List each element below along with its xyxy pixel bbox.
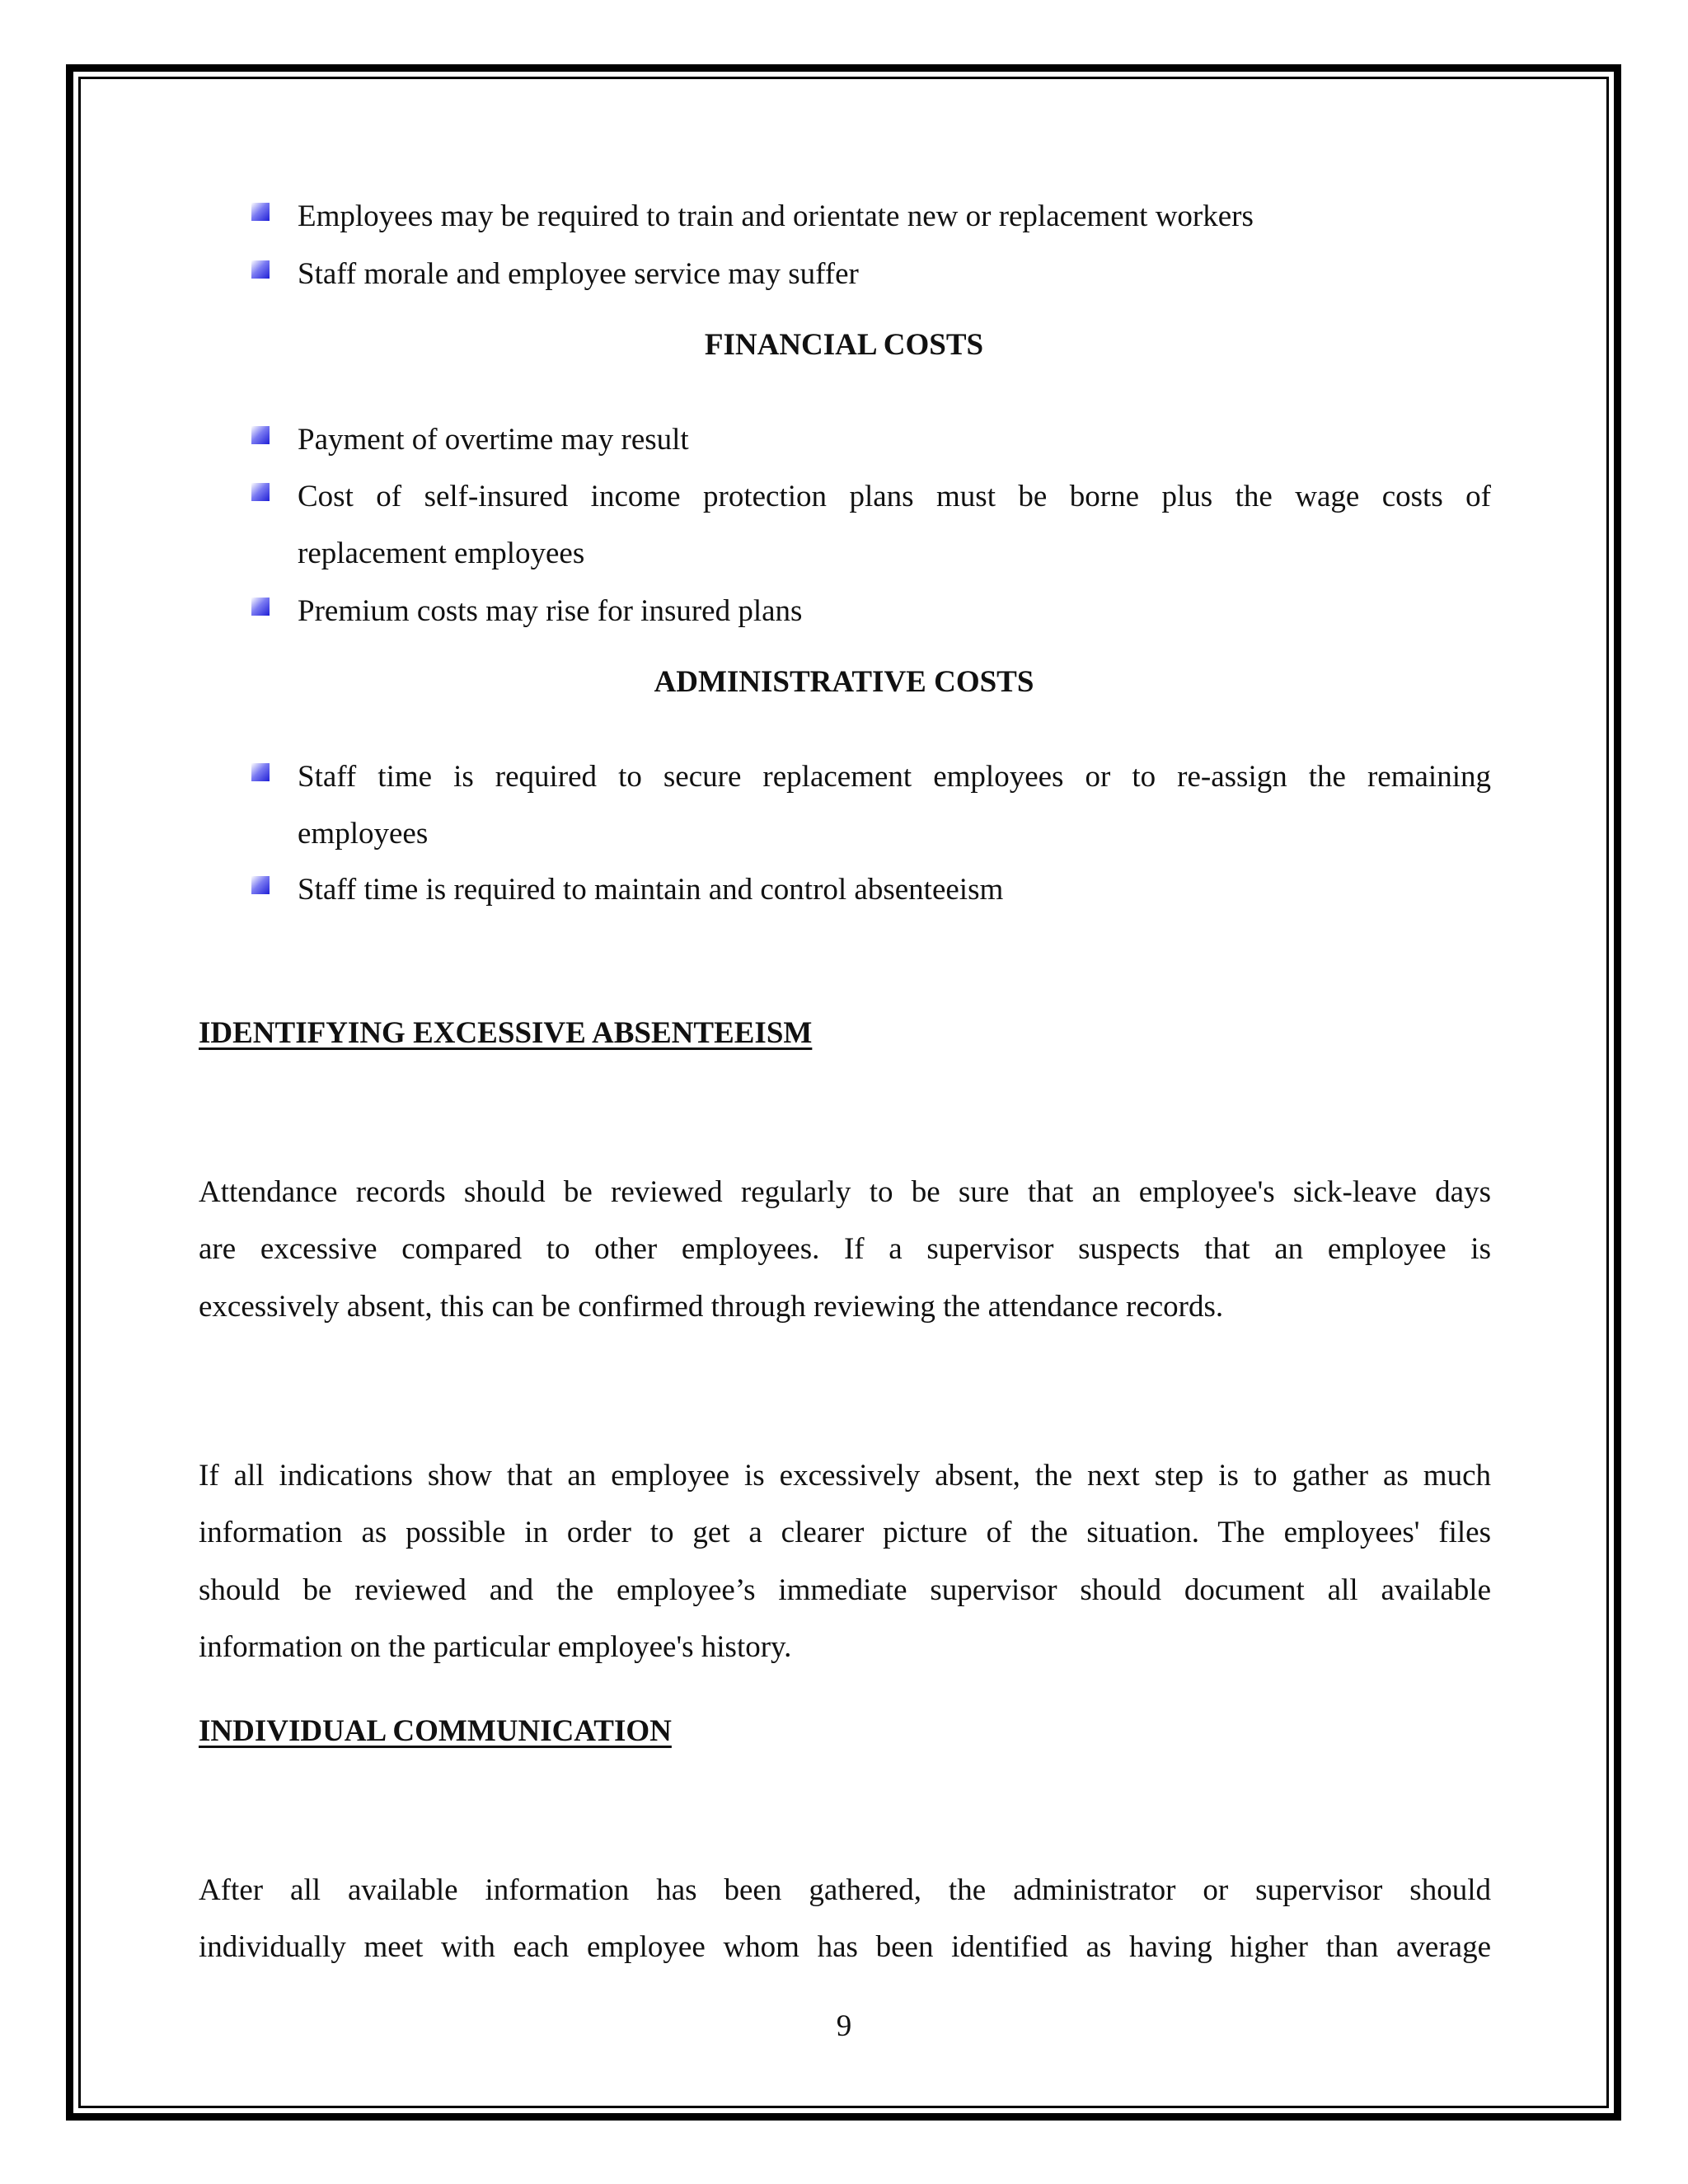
bullet-icon [251, 203, 270, 221]
bullet-text: Payment of overtime may result [298, 423, 689, 457]
paragraph-line: information on the particular employee's history. [199, 1630, 792, 1664]
paragraph-line: After all available information has been gathered, the administrator or supervisor should [199, 1873, 1491, 1907]
bullet-text: Employees may be required to train and orientate new or replacement workers [298, 199, 1254, 233]
identifying-heading: IDENTIFYING EXCESSIVE ABSENTEEISM [199, 1016, 813, 1050]
paragraph-line: Attendance records should be reviewed regularly to be sure that an employee's sick-leave days [199, 1175, 1491, 1209]
paragraph-line: information as possible in order to get a clearer picture of the situation. The employees' files [199, 1516, 1491, 1549]
paragraph-line: excessively absent, this can be confirmed through reviewing the attendance records. [199, 1290, 1224, 1324]
bullet-text: Staff time is required to secure replacement employees or to re-assign the remaining [298, 760, 1491, 794]
paragraph-line: are excessive compared to other employees. If a supervisor suspects that an employee is [199, 1232, 1491, 1266]
bullet-text: Staff morale and employee service may suffer [298, 257, 859, 291]
bullet-text: Staff time is required to maintain and control absenteeism [298, 873, 1004, 907]
individual-communication-heading: INDIVIDUAL COMMUNICATION [199, 1714, 672, 1748]
paragraph-line: should be reviewed and the employee’s immediate supervisor should document all available [199, 1573, 1491, 1607]
bullet-icon [251, 598, 270, 616]
bullet-text-continuation: employees [298, 817, 429, 851]
bullet-icon [251, 763, 270, 781]
administrative-costs-heading: ADMINISTRATIVE COSTS [654, 665, 1034, 699]
bullet-text: Cost of self-insured income protection plans must be borne plus the wage costs of [298, 480, 1491, 513]
bullet-icon [251, 876, 270, 894]
bullet-text-continuation: replacement employees [298, 537, 585, 570]
bullet-icon [251, 260, 270, 279]
bullet-text: Premium costs may rise for insured plans [298, 594, 803, 628]
page-number: 9 [836, 2009, 852, 2043]
financial-costs-heading: FINANCIAL COSTS [704, 328, 984, 362]
page-border-inner [78, 77, 1609, 2108]
bullet-icon [251, 483, 270, 501]
paragraph-line: If all indications show that an employee is excessively absent, the next step is to gather as much [199, 1459, 1491, 1493]
bullet-icon [251, 426, 270, 444]
paragraph-line: individually meet with each employee whom has been identified as having higher than average [199, 1930, 1491, 1964]
